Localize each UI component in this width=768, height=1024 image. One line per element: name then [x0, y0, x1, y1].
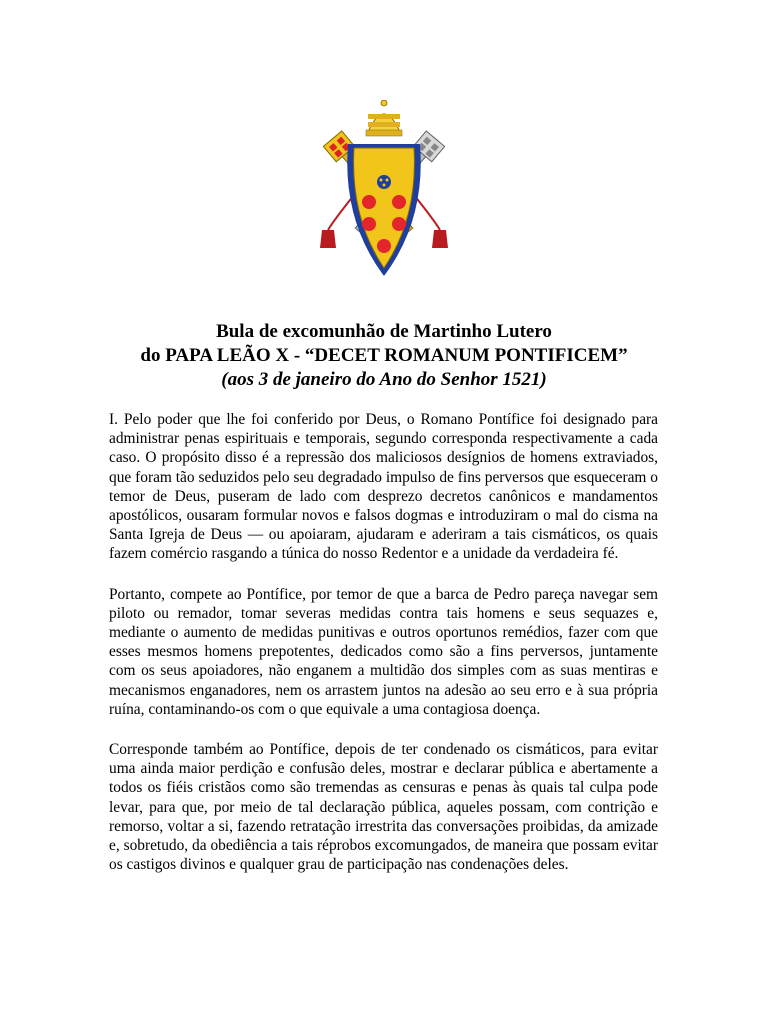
document-heading — [0, 320, 768, 392]
document-title: Bula de excomunhão de Martinho Lutero — [216, 321, 552, 342]
papal-coat-of-arms-image — [314, 100, 454, 282]
paragraph-2: Portanto, compete ao Pontífice, por temor de que a barca de Pedro pareça navegar sem piloto ou remador, tomar severas medidas contra tais homens e seus sequazes e, mediante o aumento de medidas punitivas e outros oportunos remédios, fazer com que esses mesmos homens prepotentes, dedicados como são a fins perversos, juntamente com os seus apoiadores, não enganem a multidão dos simples com as suas mentiras e mecanismos enganadores, nem os arrastem juntos na adesão ao seu erro e à sua própria ruína, contaminando-os com o que equivale a uma contagiosa doença. — [109, 585, 658, 718]
document-date-line: (aos 3 de janeiro do Ano do Senhor 1521) — [221, 369, 547, 390]
medici-shield-icon — [347, 144, 421, 276]
document-body — [109, 410, 658, 895]
tassel-right-icon — [432, 230, 448, 248]
tassel-left-icon — [320, 230, 336, 248]
papal-tiara-icon — [366, 100, 402, 136]
document-title-papal-bull-name: do PAPA LEÃO X - “DECET ROMANUM PONTIFICEM” — [140, 345, 628, 366]
paragraph-1: I. Pelo poder que lhe foi conferido por Deus, o Romano Pontífice foi designado para administrar penas espirituais e temporais, segundo corresponda respectivamente a cada caso. O propósito disso é a repressão dos maliciosos desígnios de homens extraviados, que foram tão seduzidos pelo seu degradado impulso de fins perversos que esqueceram o temor de Deus, puseram de lado com desprezo decretos canônicos e mandamentos apostólicos, ousaram formular novos e falsos dogmas e introduziram o mal do cisma na Santa Igreja de Deus — ou apoiaram, ajudaram e aderiram a tais cismáticos, os quais fazem comércio rasgando a túnica do nosso Redentor e a unidade da verdadeira fé. — [109, 411, 658, 563]
paragraph-3: Corresponde também ao Pontífice, depois de ter condenado os cismáticos, para evitar uma ainda maior perdição e confusão deles, mostrar e declarar pública e abertamente a todos os fiéis cristãos como são tremendas as censuras e penas às quais tal culpa pode levar, para que, por meio de tal declaração pública, aqueles possam, com contrição e remorso, voltar a si, fazendo retratação irrestrita das conversações proibidas, da amizade e, sobretudo, da obediência a tais réprobos excomungados, de maneira que possam evitar os castigos divinos e qualquer grau de participação nas condenações deles. — [109, 741, 658, 874]
